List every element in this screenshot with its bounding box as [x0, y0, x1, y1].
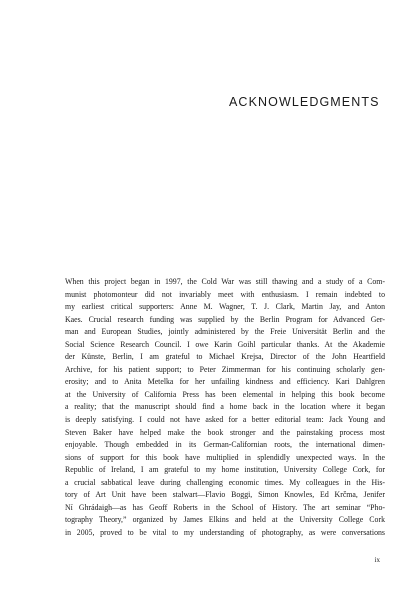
text-line: der Künste, Berlin, I am grateful to Michael Krejsa, Director of the John Heartfield — [65, 352, 385, 362]
text-line: Archive, for his patient support; to Peter Zimmerman for his continuing scholarly gen- — [65, 364, 385, 374]
text-line: a crucial sabbatical leave during challenging economic times. My colleagues in the His- — [65, 477, 385, 487]
text-line: in 2005, proved to be vital to my understanding of photography, as were conversations — [65, 527, 385, 537]
text-line: man and European Studies, jointly administered by the Freie Universität Berlin and the — [65, 327, 385, 337]
text-line: enjoyable. Though embedded in its German-Californian roots, the international dimen- — [65, 440, 385, 450]
text-line: Republic of Ireland, I am grateful to my home institution, University College Cork, for — [65, 465, 385, 475]
chapter-heading: ACKNOWLEDGMENTS — [229, 95, 380, 109]
text-line: When this project began in 1997, the Cold War was still thawing and a study of a Com- — [65, 277, 385, 286]
text-line: tography Theory,” organized by James Elkins and held at the University College Cork — [65, 515, 385, 525]
text-line: Steven Baker have helped make the book stronger and the painstaking process most — [65, 427, 385, 437]
text-line: Ní Ghrádaigh—as has Geoff Roberts in the School of History. The art seminar “Pho- — [65, 502, 385, 512]
text-line: tory of Art Unit have been stalwart—Flavio Boggi, Simon Knowles, Ed Krčma, Jenifer — [65, 490, 385, 500]
text-line: is deeply satisfying. I could not have asked for a better editorial team: Jack Young and — [65, 415, 385, 425]
text-line: sions of support for this book have multiplied in splendidly unexpected ways. In the — [65, 452, 385, 462]
acknowledgments-body — [65, 276, 385, 539]
text-line: munist photomonteur did not invariably meet with enthusiasm. I remain indebted to — [65, 289, 385, 299]
text-line: at the University of California Press has been elemental in helping this book become — [65, 389, 385, 399]
text-line: Kaes. Crucial research funding was supplied by the Berlin Program for Advanced Ger- — [65, 314, 385, 324]
text-line: erosity; and to Anita Metelka for her unfailing kindness and efficiency. Kari Dahlgren — [65, 377, 385, 387]
text-line: my earliest critical supporters: Anne M. Wagner, T. J. Clark, Martin Jay, and Anton — [65, 302, 385, 312]
page-number: ix — [374, 556, 380, 564]
text-line: a reality; that the manuscript should find a home back in the location where it began — [65, 402, 385, 412]
text-line: Social Science Research Council. I owe Karin Goihl particular thanks. At the Akademie — [65, 339, 385, 349]
